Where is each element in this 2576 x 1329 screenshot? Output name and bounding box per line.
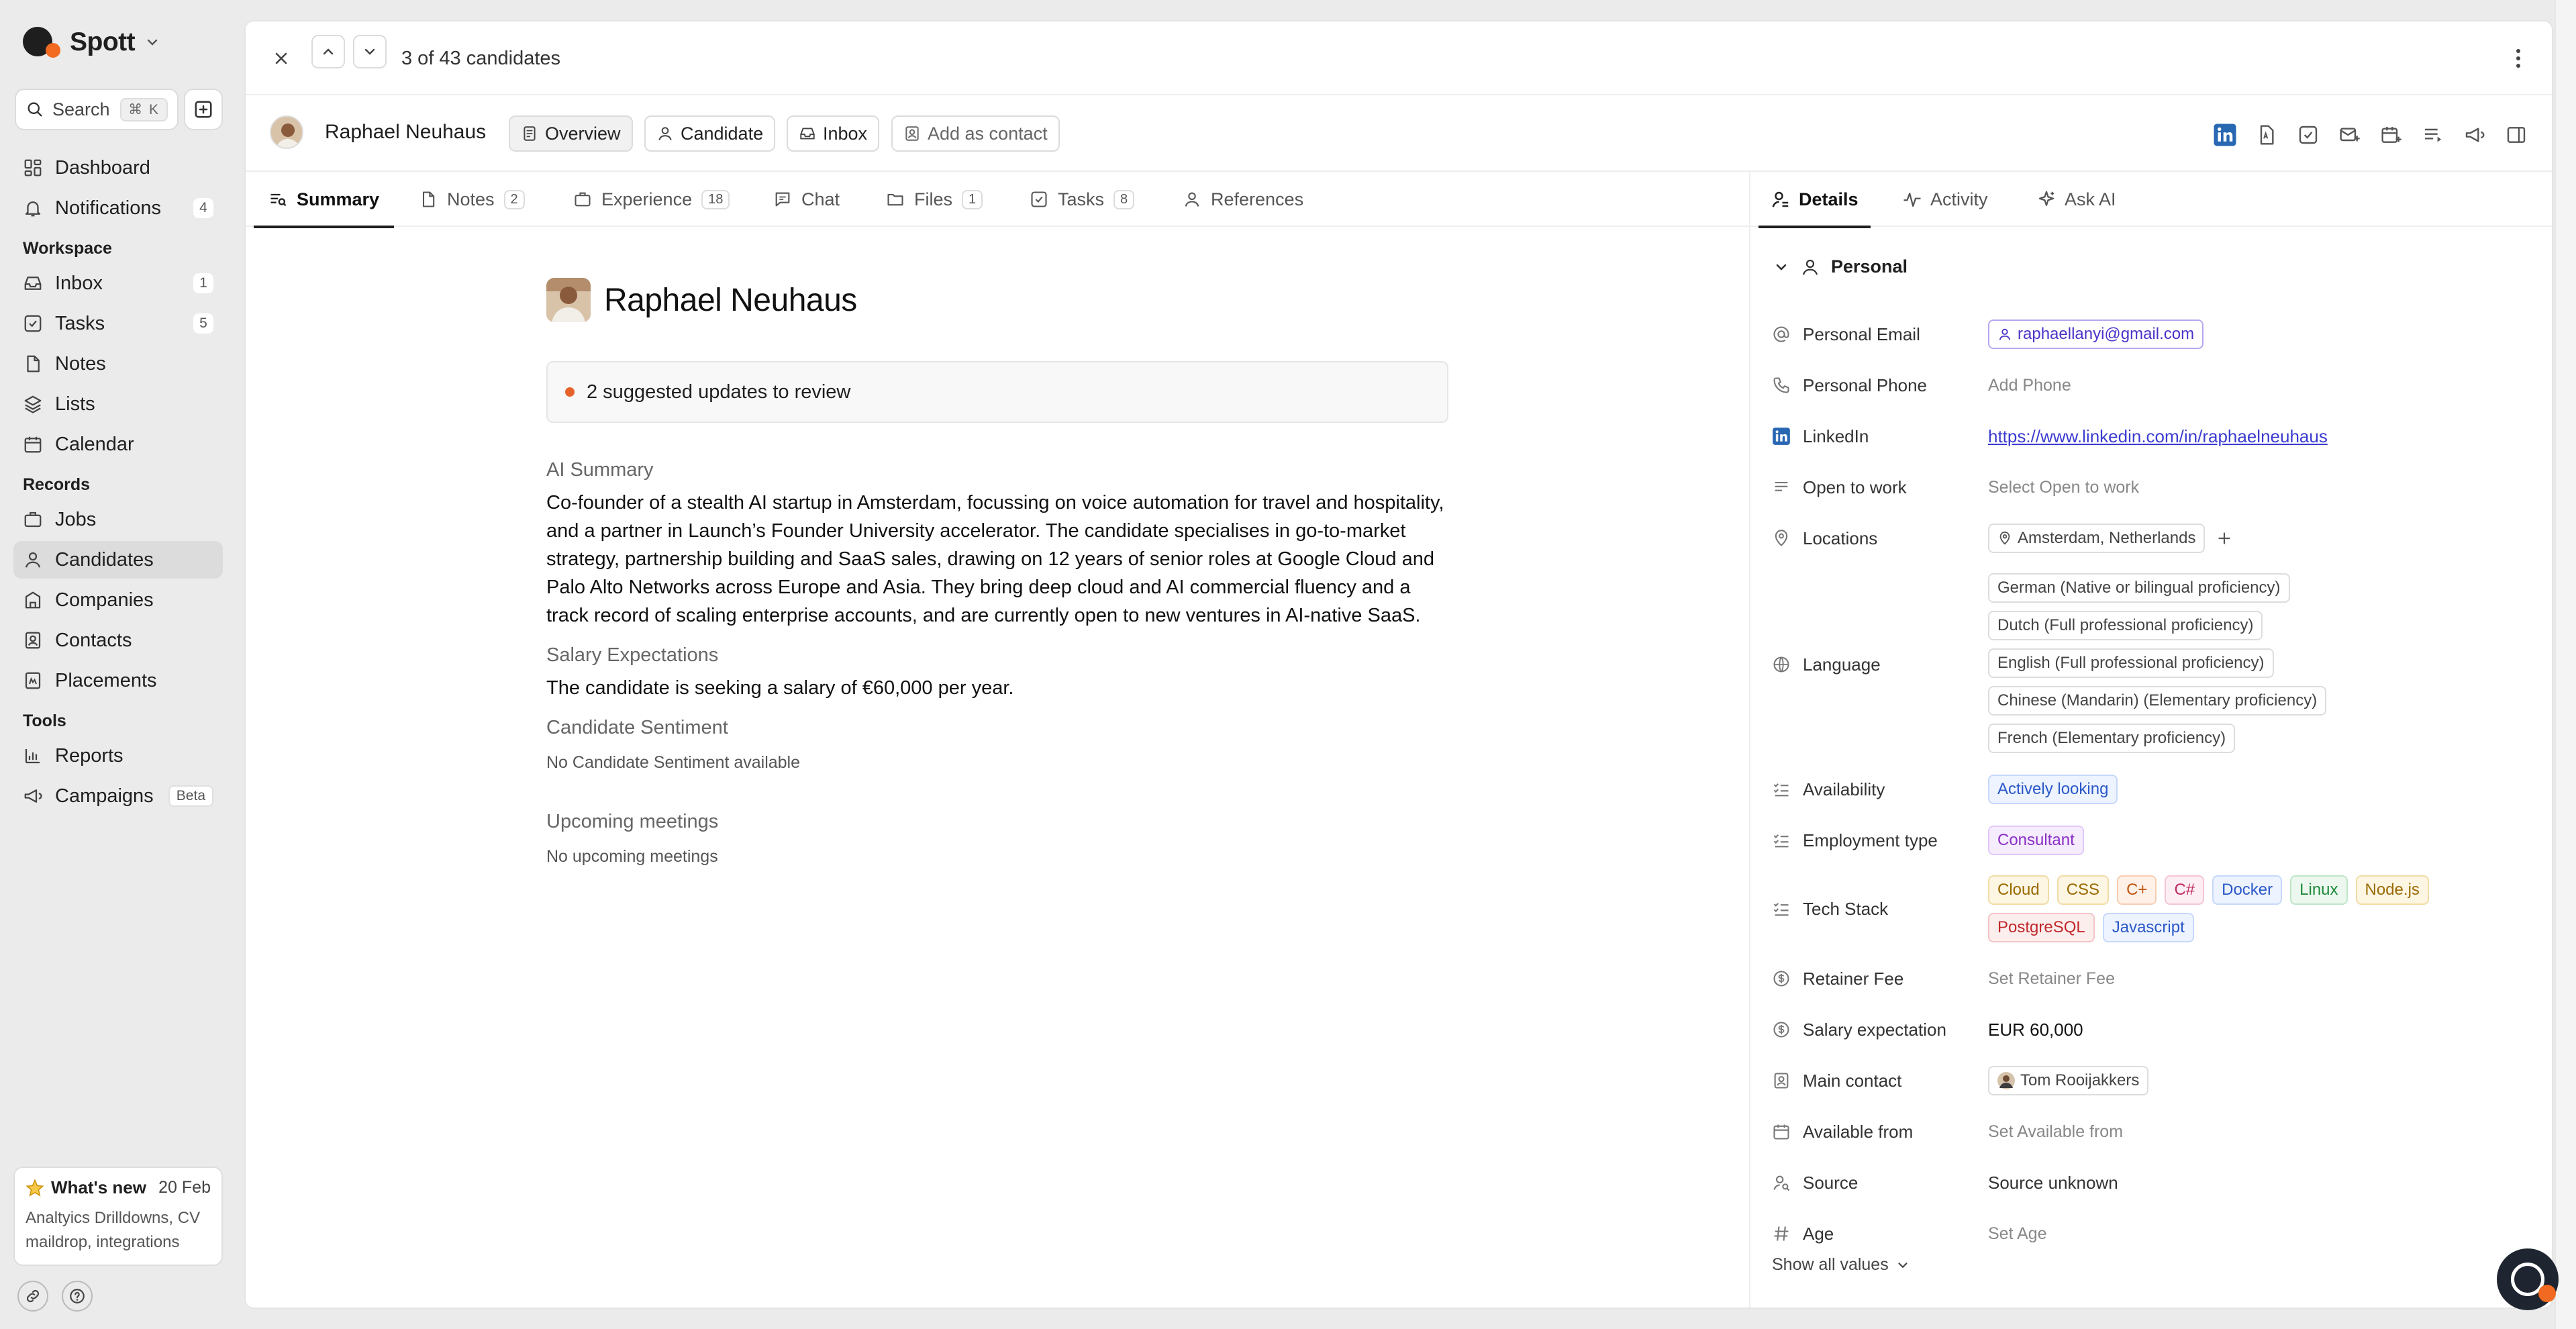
linkedin-link[interactable]: https://www.linkedin.com/in/raphaelneuhaus <box>1988 426 2328 446</box>
previous-candidate-button[interactable] <box>311 35 345 68</box>
field-tech-stack <box>1772 875 2530 942</box>
whats-new-card[interactable] <box>13 1167 223 1266</box>
sidebar-item-label: Campaigns <box>55 785 154 807</box>
calendar-plus-icon <box>2381 124 2402 146</box>
sidebar-item-label: Dashboard <box>55 156 150 179</box>
bell-icon <box>23 198 43 218</box>
tab-label: Experience <box>601 189 693 209</box>
phone-input[interactable]: Add Phone <box>1988 376 2071 395</box>
field-label: Retainer Fee <box>1803 968 1904 989</box>
close-icon <box>272 49 291 68</box>
retainer-fee-input[interactable]: Set Retainer Fee <box>1988 969 2115 988</box>
background-page-edge <box>2555 0 2576 1329</box>
linkedin-icon <box>2213 123 2237 147</box>
document-icon <box>521 125 538 142</box>
field-label: LinkedIn <box>1803 426 1869 446</box>
chevron-down-icon <box>1773 259 1789 275</box>
sparkle-icon <box>2036 189 2057 209</box>
checklist-icon <box>1772 780 1791 799</box>
tech-chip-nodejs[interactable]: Node.js <box>2356 875 2429 905</box>
sidebar-item-tasks[interactable] <box>13 305 223 342</box>
globe-icon <box>1772 655 1791 674</box>
language-chip[interactable]: French (Elementary proficiency) <box>1988 724 2235 753</box>
sidebar-item-notifications[interactable] <box>13 189 223 227</box>
person-search-icon <box>1772 1173 1791 1192</box>
tab-references[interactable] <box>1183 172 1303 227</box>
at-icon <box>1772 325 1791 344</box>
suggested-updates-text: 2 suggested updates to review <box>587 381 851 403</box>
availability-chip[interactable]: Actively looking <box>1988 775 2118 804</box>
field-label: Personal Email <box>1803 324 1920 344</box>
briefcase-icon <box>573 190 592 209</box>
profile-name: Raphael Neuhaus <box>604 282 857 318</box>
status-dot <box>2538 1285 2556 1302</box>
tab-notes[interactable] <box>419 172 525 227</box>
tab-ask-ai[interactable] <box>2036 172 2116 227</box>
checklist-icon <box>1772 831 1791 850</box>
help-icon <box>68 1287 86 1305</box>
search-label: Search <box>52 99 110 119</box>
tech-chip-linux[interactable]: Linux <box>2290 875 2347 905</box>
sidebar-item-label: Contacts <box>55 629 132 651</box>
sidebar-item-candidates[interactable] <box>13 541 223 579</box>
sidebar-item-label: Notes <box>55 352 106 375</box>
chevron-down-icon <box>144 34 160 50</box>
chat-icon <box>773 190 792 209</box>
details-tabs <box>1750 172 2553 227</box>
section-title: Personal <box>1831 256 1908 277</box>
link-button[interactable] <box>17 1281 48 1312</box>
inbox-icon <box>23 273 43 293</box>
person-icon <box>1997 327 2012 342</box>
sidebar-item-label: Jobs <box>55 508 97 530</box>
sidebar-item-placements[interactable] <box>13 662 223 699</box>
building-icon <box>23 590 43 610</box>
language-chip[interactable]: Chinese (Mandarin) (Elementary proficiency) <box>1988 686 2326 716</box>
sidebar-item-lists[interactable] <box>13 385 223 423</box>
tab-activity[interactable] <box>1902 172 1988 227</box>
calendar-icon <box>1772 1122 1791 1141</box>
sidebar <box>0 0 235 1329</box>
candidate-tabs <box>246 172 1749 227</box>
sidebar-toggle-icon <box>2506 124 2527 146</box>
experience-count: 18 <box>701 190 730 209</box>
show-all-values-button[interactable] <box>1772 1255 1910 1275</box>
field-label: Salary expectation <box>1803 1019 1946 1040</box>
field-language <box>1772 573 2530 756</box>
tech-chip-cloud[interactable]: Cloud <box>1988 875 2049 905</box>
megaphone-icon <box>2464 124 2485 146</box>
help-button[interactable] <box>62 1281 93 1312</box>
tech-stack-chips <box>1988 875 2444 942</box>
available-from-input[interactable]: Set Available from <box>1988 1122 2124 1141</box>
section-label-tools: Tools <box>23 711 66 730</box>
chevron-down-icon <box>362 44 378 60</box>
open-to-work-select[interactable]: Select Open to work <box>1988 478 2140 497</box>
email-chip[interactable] <box>1988 319 2203 349</box>
sidebar-item-calendar[interactable] <box>13 426 223 463</box>
sidebar-item-companies[interactable] <box>13 581 223 619</box>
field-label: Language <box>1803 654 1881 675</box>
add-to-list-button[interactable] <box>2420 122 2446 148</box>
chevron-down-icon <box>1895 1258 1910 1273</box>
source-value[interactable]: Source unknown <box>1988 1173 2118 1193</box>
layers-icon <box>23 394 43 414</box>
tasks-count: 5 <box>193 313 213 334</box>
kebab-menu-icon <box>2515 48 2522 69</box>
candidate-counter: 3 of 43 candidates <box>401 48 561 69</box>
schedule-meeting-button[interactable] <box>2379 122 2404 148</box>
language-chip[interactable]: German (Native or bilingual proficiency) <box>1988 573 2290 603</box>
note-icon <box>419 190 438 209</box>
main-contact-name: Tom Rooijakkers <box>2020 1071 2140 1089</box>
task-icon <box>2297 124 2319 146</box>
overview-button[interactable] <box>509 115 633 152</box>
language-chip[interactable]: English (Full professional proficiency) <box>1988 648 2274 678</box>
tab-label: Summary <box>297 189 380 209</box>
location-pin-icon <box>1997 531 2012 546</box>
sidebar-item-jobs[interactable] <box>13 501 223 538</box>
next-candidate-button[interactable] <box>353 35 387 68</box>
send-email-button[interactable] <box>2337 122 2363 148</box>
person-icon <box>23 550 43 570</box>
note-icon <box>23 354 43 374</box>
field-label: Age <box>1803 1223 1834 1244</box>
hash-icon <box>1772 1224 1791 1243</box>
plus-square-icon <box>193 99 213 119</box>
tasks-count: 8 <box>1113 190 1134 209</box>
calendar-icon <box>23 434 43 454</box>
contact-icon <box>1772 1071 1791 1090</box>
tab-label: Ask AI <box>2065 189 2116 209</box>
link-icon <box>24 1287 42 1305</box>
inbox-icon <box>799 125 816 142</box>
sidebar-item-label: Tasks <box>55 312 105 334</box>
email-value: raphaellanyi@gmail.com <box>2018 325 2195 343</box>
sidebar-item-label: Calendar <box>55 433 134 455</box>
field-label: Employment type <box>1803 830 1938 850</box>
candidate-panel <box>244 20 2553 1309</box>
placement-icon <box>23 671 43 691</box>
sidebar-item-campaigns[interactable] <box>13 777 223 815</box>
suggested-updates-banner[interactable] <box>546 361 1448 423</box>
tab-label: Notes <box>447 189 495 209</box>
candidate-header <box>246 95 2552 172</box>
sidebar-item-reports[interactable] <box>13 737 223 775</box>
section-label-records: Records <box>23 475 91 494</box>
summary-icon <box>268 190 287 209</box>
sidebar-item-label: Companies <box>55 589 154 611</box>
field-label: Availability <box>1803 779 1885 799</box>
more-options-button[interactable] <box>2505 42 2532 75</box>
contact-icon <box>903 125 921 142</box>
person-icon <box>656 125 674 142</box>
inbox-label: Inbox <box>823 123 868 144</box>
cv-button[interactable] <box>2254 122 2279 148</box>
panel-topbar <box>246 21 2552 95</box>
show-all-values-label: Show all values <box>1772 1255 1889 1274</box>
sidebar-item-label: Lists <box>55 393 95 415</box>
chart-icon <box>23 746 43 766</box>
profile-header <box>546 278 857 322</box>
sidebar-item-notes[interactable] <box>13 345 223 383</box>
section-label-workspace: Workspace <box>23 239 112 258</box>
location-chip[interactable] <box>1988 524 2205 553</box>
dollar-circle-icon <box>1772 969 1791 988</box>
tab-details[interactable] <box>1771 172 1859 227</box>
tech-chip-c-sharp[interactable]: C# <box>2165 875 2204 905</box>
linkedin-icon <box>1772 427 1791 446</box>
tech-chip-css[interactable]: CSS <box>2057 875 2109 905</box>
tab-label: Files <box>914 189 953 209</box>
field-label: Personal Phone <box>1803 375 1928 395</box>
tab-chat[interactable] <box>773 172 840 227</box>
search-shortcut: ⌘ K <box>120 98 168 121</box>
briefcase-icon <box>23 509 43 530</box>
candidate-name: Raphael Neuhaus <box>325 121 487 143</box>
tab-experience[interactable] <box>573 172 730 227</box>
folder-icon <box>886 190 905 209</box>
action-toolbar <box>2212 122 2529 148</box>
beta-badge: Beta <box>168 785 213 807</box>
person-icon <box>1183 190 1201 209</box>
status-dot <box>565 387 575 397</box>
tab-label: References <box>1211 189 1304 209</box>
close-button[interactable] <box>264 42 298 75</box>
field-label: Available from <box>1803 1121 1914 1142</box>
candidate-label: Candidate <box>681 123 764 144</box>
avatar <box>546 278 591 322</box>
salary-expectations-title: Salary Expectations <box>546 644 719 666</box>
location-pin-icon <box>1772 529 1791 548</box>
overview-label: Overview <box>545 123 621 144</box>
ai-summary-text: Co-founder of a stealth AI startup in Amsterdam, focussing on voice automation for travel and hospitality, and a partner in Launch’s Founder University accelerator. The candidate specialises in go-to-market strategy, partnership building and SaaS sales, drawing on 12 years of senior roles at Google Cloud and Palo Alto Networks across Europe and Asia. They bring deep cloud and AI commercial fluency and a track record of scaling enterprise accounts, and are currently open to new ventures in AI-native SaaS. <box>546 492 1444 626</box>
whats-new-date: 20 Feb <box>158 1178 211 1197</box>
plus-icon[interactable] <box>2216 530 2233 547</box>
list-add-icon <box>2422 124 2444 146</box>
age-input[interactable]: Set Age <box>1988 1224 2047 1243</box>
inbox-count: 1 <box>193 273 213 293</box>
inbox-button[interactable] <box>787 115 879 152</box>
contact-icon <box>23 630 43 650</box>
salary-expectations-text: The candidate is seeking a salary of €60,000 per year. <box>546 677 1014 699</box>
location-value: Amsterdam, Netherlands <box>2018 529 2196 547</box>
checklist-icon <box>1772 899 1791 918</box>
star-icon <box>26 1179 44 1197</box>
files-count: 1 <box>962 190 983 209</box>
sidebar-item-label: Reports <box>55 744 123 767</box>
activity-icon <box>1902 189 1922 209</box>
sidebar-item-label: Candidates <box>55 548 154 571</box>
notification-count: 4 <box>193 198 213 218</box>
task-icon <box>1030 190 1048 209</box>
add-task-button[interactable] <box>2295 122 2321 148</box>
tech-chip-c-plus[interactable]: C+ <box>2117 875 2157 905</box>
personal-section-toggle[interactable] <box>1773 256 1908 277</box>
search-icon <box>26 100 44 119</box>
tech-chip-postgresql[interactable]: PostgreSQL <box>1988 913 2095 942</box>
add-as-contact-label: Add as contact <box>928 123 1048 144</box>
chevron-up-icon <box>320 44 336 60</box>
tab-label: Activity <box>1930 189 1988 209</box>
details-icon <box>1771 189 1791 209</box>
employment-type-chip[interactable]: Consultant <box>1988 826 2084 855</box>
search-button[interactable] <box>15 89 179 130</box>
tab-label: Tasks <box>1058 189 1105 209</box>
phone-icon <box>1772 376 1791 395</box>
pdf-icon <box>2256 124 2277 146</box>
language-chip[interactable]: Dutch (Full professional proficiency) <box>1988 611 2263 640</box>
whats-new-body: Analtyics Drilldowns, CV maildrop, integrations <box>26 1209 201 1251</box>
sidebar-item-label: Placements <box>55 669 157 691</box>
add-as-contact-button[interactable] <box>891 115 1060 152</box>
person-icon <box>1800 257 1820 277</box>
tab-summary[interactable] <box>268 172 379 227</box>
sidebar-item-label: Inbox <box>55 272 103 294</box>
sidebar-item-inbox[interactable] <box>13 264 223 302</box>
tab-label: Details <box>1799 189 1859 209</box>
workspace-switcher[interactable] <box>23 26 160 59</box>
sidebar-item-contacts[interactable] <box>13 622 223 659</box>
salary-value[interactable]: EUR 60,000 <box>1988 1020 2083 1040</box>
sidebar-item-dashboard[interactable] <box>13 149 223 187</box>
upcoming-meetings-empty: No upcoming meetings <box>546 847 718 866</box>
field-label: Locations <box>1803 528 1878 548</box>
add-to-campaign-button[interactable] <box>2462 122 2487 148</box>
mail-plus-icon <box>2339 124 2361 146</box>
text-lines-icon <box>1772 478 1791 497</box>
main-contact-chip[interactable] <box>1988 1066 2148 1095</box>
notes-count: 2 <box>504 190 525 209</box>
upcoming-meetings-title: Upcoming meetings <box>546 811 719 832</box>
toggle-sidebar-button[interactable] <box>2504 122 2529 148</box>
tech-chip-javascript[interactable]: Javascript <box>2103 913 2194 942</box>
task-icon <box>23 313 43 334</box>
candidate-sentiment-empty: No Candidate Sentiment available <box>546 753 801 772</box>
ai-summary-title: AI Summary <box>546 459 654 481</box>
candidate-sentiment-title: Candidate Sentiment <box>546 717 728 738</box>
new-record-button[interactable] <box>184 89 223 130</box>
megaphone-icon <box>23 786 43 806</box>
dollar-circle-icon <box>1772 1020 1791 1039</box>
field-label: Main contact <box>1803 1070 1902 1091</box>
tab-label: Chat <box>801 189 840 209</box>
tab-files[interactable] <box>886 172 983 227</box>
avatar <box>1997 1072 2015 1089</box>
spott-logo <box>23 26 62 59</box>
tab-tasks[interactable] <box>1030 172 1134 227</box>
linkedin-button[interactable] <box>2212 122 2238 148</box>
field-label: Open to work <box>1803 477 1907 497</box>
details-pane <box>1749 172 2553 1309</box>
field-label: Tech Stack <box>1803 898 1889 919</box>
avatar <box>270 115 303 149</box>
support-chat-button[interactable] <box>2497 1248 2559 1310</box>
whats-new-title: What's new <box>51 1177 146 1197</box>
brand-name: Spott <box>70 28 136 56</box>
dashboard-icon <box>23 158 43 178</box>
tech-chip-docker[interactable]: Docker <box>2212 875 2282 905</box>
sidebar-item-label: Notifications <box>55 197 161 219</box>
candidate-button[interactable] <box>644 115 775 152</box>
field-label: Source <box>1803 1172 1859 1193</box>
